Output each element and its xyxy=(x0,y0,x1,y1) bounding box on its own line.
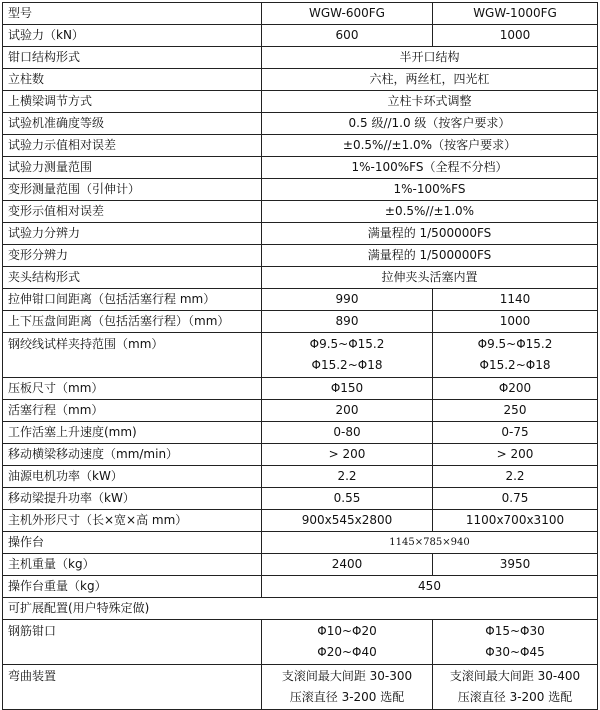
spec-label: 试验力（kN） xyxy=(3,25,262,47)
console-row xyxy=(3,532,598,554)
spec-row xyxy=(3,157,598,179)
spec-row xyxy=(3,444,598,466)
spec-row xyxy=(3,400,598,422)
spec-value: 满量程的 1/500000FS xyxy=(262,245,598,267)
spec-value-b xyxy=(433,333,598,378)
spec-label: 移动横梁移动速度（mm/min） xyxy=(3,444,262,466)
spec-value-b: 1100x700x3100 xyxy=(433,510,598,532)
spec-value-a: 0.55 xyxy=(262,488,433,510)
spec-label: 上横梁调节方式 xyxy=(3,91,262,113)
spec-row xyxy=(3,488,598,510)
spec-value-b: 0.75 xyxy=(433,488,598,510)
spec-value-b xyxy=(433,665,598,710)
spec-value-b-line-2: Φ30~Φ45 xyxy=(485,645,545,659)
spec-label: 夹头结构形式 xyxy=(3,267,262,289)
spec-row xyxy=(3,113,598,135)
spec-value: 拉伸夹头活塞内置 xyxy=(262,267,598,289)
spec-label: 主机外形尺寸（长×宽×高 mm） xyxy=(3,510,262,532)
spec-value-a xyxy=(262,620,433,665)
bending-row xyxy=(3,665,598,710)
spec-row xyxy=(3,201,598,223)
spec-value-a: 900x545x2800 xyxy=(262,510,433,532)
spec-label: 钳口结构形式 xyxy=(3,47,262,69)
spec-row xyxy=(3,47,598,69)
spec-row xyxy=(3,289,598,311)
spec-row xyxy=(3,179,598,201)
spec-label: 操作台 xyxy=(3,532,262,554)
spec-value-b: 1000 xyxy=(433,25,598,47)
spec-value: 满量程的 1/500000FS xyxy=(262,223,598,245)
spec-value-a-line-2: Φ15.2~Φ18 xyxy=(311,358,383,372)
spec-value-a-line-1: 支滚间最大间距 30-300 xyxy=(281,669,413,683)
model-label: 型号 xyxy=(3,3,262,25)
spec-value-b-line-1: Φ9.5~Φ15.2 xyxy=(477,337,553,351)
spec-row xyxy=(3,91,598,113)
spec-label: 试验机准确度等级 xyxy=(3,113,262,135)
spec-label: 变形示值相对误差 xyxy=(3,201,262,223)
model-a: WGW-600FG xyxy=(262,3,433,25)
spec-value-b: 3950 xyxy=(433,554,598,576)
spec-label: 钢筋钳口 xyxy=(3,620,262,665)
spec-label: 试验力示值相对误差 xyxy=(3,135,262,157)
spec-label: 弯曲装置 xyxy=(3,665,262,710)
spec-value-b: 250 xyxy=(433,400,598,422)
spec-row xyxy=(3,69,598,91)
spec-value-a-line-1: Φ9.5~Φ15.2 xyxy=(309,337,385,351)
spec-row xyxy=(3,554,598,576)
spec-value-b: 2.2 xyxy=(433,466,598,488)
spec-row xyxy=(3,510,598,532)
spec-label: 拉伸钳口间距离（包括活塞行程 mm） xyxy=(3,289,262,311)
spec-value-a: 2400 xyxy=(262,554,433,576)
spec-row xyxy=(3,25,598,47)
spec-label: 变形测量范围（引伸计） xyxy=(3,179,262,201)
model-b: WGW-1000FG xyxy=(433,3,598,25)
spec-value: 立柱卡环式调整 xyxy=(262,91,598,113)
spec-value-a: > 200 xyxy=(262,444,433,466)
strand-row xyxy=(3,333,598,378)
spec-label: 试验力测量范围 xyxy=(3,157,262,179)
spec-label: 操作台重量（kg） xyxy=(3,576,262,598)
spec-value: 六柱，两丝杠，四光杠 xyxy=(262,69,598,91)
spec-row xyxy=(3,223,598,245)
spec-value: 1%-100%FS（全程不分档） xyxy=(262,157,598,179)
spec-value-b-line-2: 压滚直径 3-200 选配 xyxy=(457,690,573,704)
spec-label: 变形分辨力 xyxy=(3,245,262,267)
spec-value-b: 0-75 xyxy=(433,422,598,444)
spec-label: 试验力分辨力 xyxy=(3,223,262,245)
spec-value-a: 990 xyxy=(262,289,433,311)
spec-row xyxy=(3,245,598,267)
spec-label: 工作活塞上升速度(mm) xyxy=(3,422,262,444)
spec-value-a xyxy=(262,665,433,710)
expansion-row xyxy=(3,598,598,620)
spec-label: 主机重量（kg） xyxy=(3,554,262,576)
spec-value: 半开口结构 xyxy=(262,47,598,69)
spec-value-a: 0-80 xyxy=(262,422,433,444)
spec-value: 0.5 级//1.0 级（按客户要求） xyxy=(262,113,598,135)
spec-value: ±0.5%//±1.0% xyxy=(262,201,598,223)
console-weight-row xyxy=(3,576,598,598)
spec-row xyxy=(3,466,598,488)
spec-row xyxy=(3,135,598,157)
spec-value-a-line-1: Φ10~Φ20 xyxy=(317,624,377,638)
spec-value-a: 2.2 xyxy=(262,466,433,488)
spec-value-b: Φ200 xyxy=(433,378,598,400)
spec-label: 立柱数 xyxy=(3,69,262,91)
spec-value-b: > 200 xyxy=(433,444,598,466)
spec-label: 油源电机功率（kW） xyxy=(3,466,262,488)
spec-value-b-line-1: 支滚间最大间距 30-400 xyxy=(449,669,581,683)
spec-value-a-line-2: 压滚直径 3-200 选配 xyxy=(289,690,405,704)
spec-table xyxy=(2,2,598,710)
spec-label: 活塞行程（mm） xyxy=(3,400,262,422)
spec-value-a: Φ150 xyxy=(262,378,433,400)
spec-value-a: 600 xyxy=(262,25,433,47)
spec-value-a: 200 xyxy=(262,400,433,422)
spec-value-b: 1000 xyxy=(433,311,598,333)
spec-value: 450 xyxy=(262,576,598,598)
spec-value: ±0.5%//±1.0%（按客户要求） xyxy=(262,135,598,157)
section-heading: 可扩展配置(用户特殊定做) xyxy=(3,598,598,620)
spec-value: 1%-100%FS xyxy=(262,179,598,201)
spec-value-a-line-2: Φ20~Φ40 xyxy=(317,645,377,659)
spec-row xyxy=(3,422,598,444)
spec-row xyxy=(3,311,598,333)
spec-value-a xyxy=(262,333,433,378)
spec-value-b: 1140 xyxy=(433,289,598,311)
header-row xyxy=(3,3,598,25)
spec-label: 钢绞线试样夹持范围（mm） xyxy=(3,333,262,378)
rebar-row xyxy=(3,620,598,665)
spec-row xyxy=(3,378,598,400)
spec-label: 上下压盘间距离（包括活塞行程）（mm） xyxy=(3,311,262,333)
spec-row xyxy=(3,267,598,289)
spec-value-b-line-2: Φ15.2~Φ18 xyxy=(479,358,551,372)
spec-label: 移动梁提升功率（kW） xyxy=(3,488,262,510)
spec-value: 1145×785×940 xyxy=(262,532,598,554)
spec-label: 压板尺寸（mm） xyxy=(3,378,262,400)
spec-value-b-line-1: Φ15~Φ30 xyxy=(485,624,545,638)
spec-value-a: 890 xyxy=(262,311,433,333)
spec-value-b xyxy=(433,620,598,665)
